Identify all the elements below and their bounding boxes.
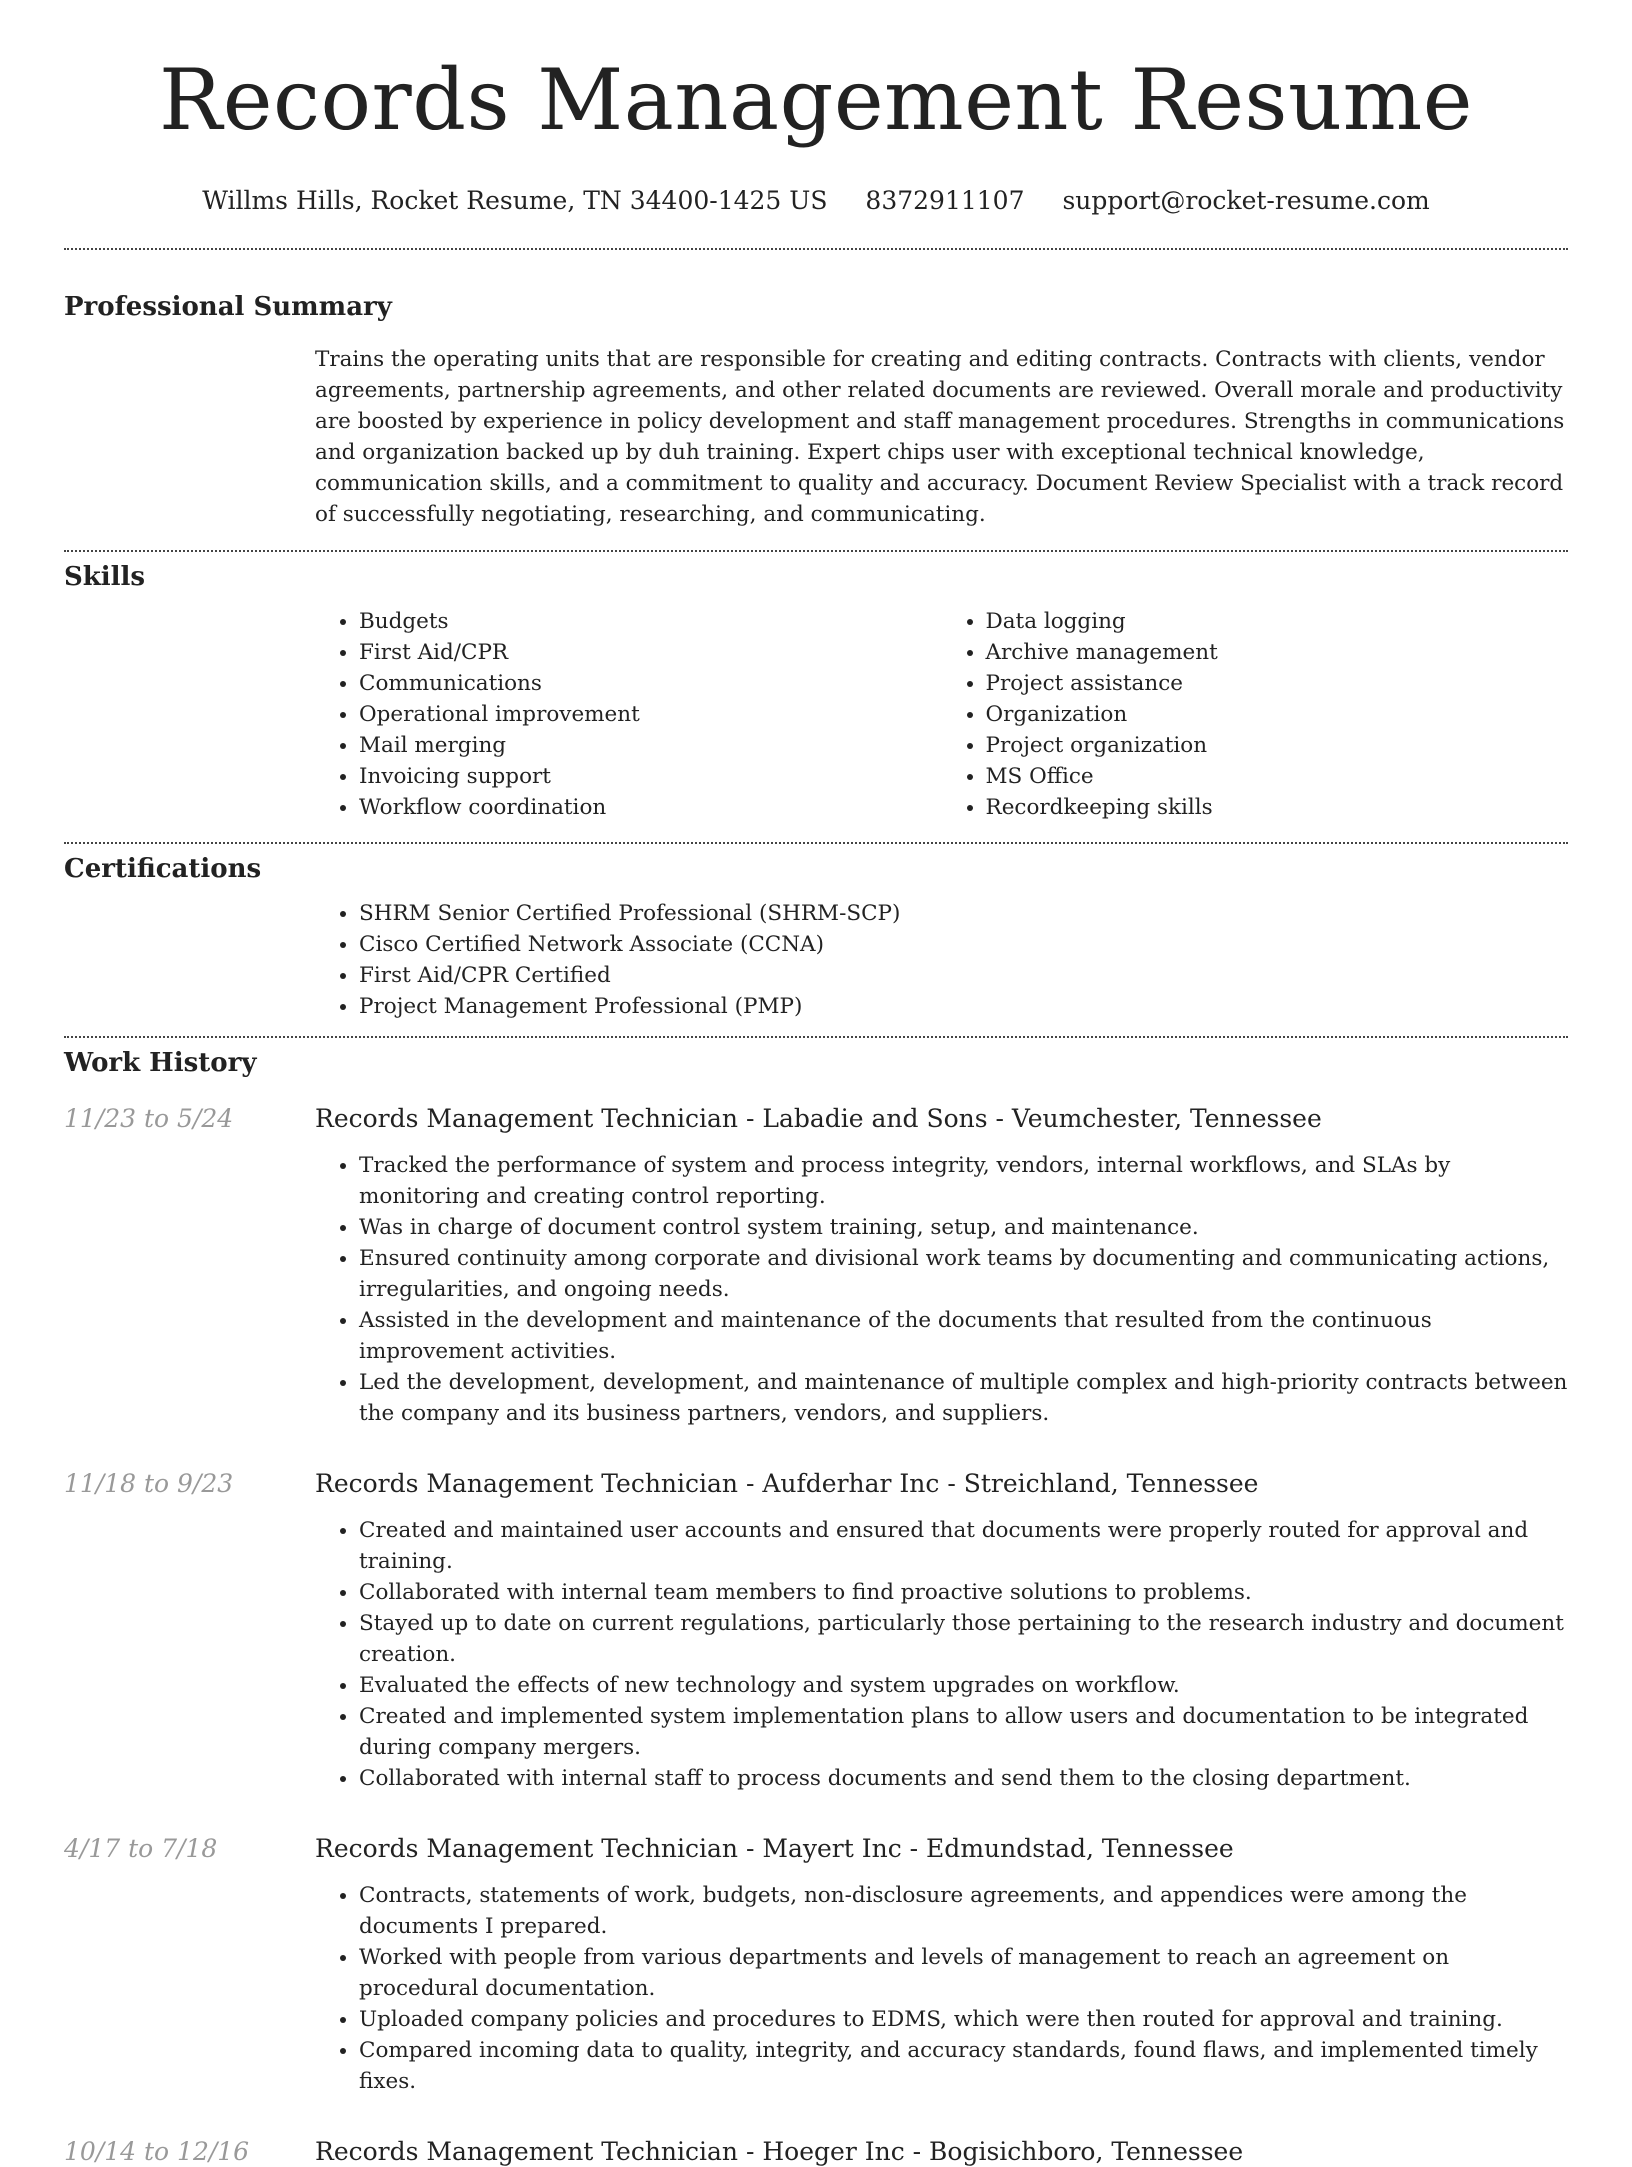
job-bullet: • Tracked the performance of system and process integrity, vendors, internal workflows, and SLAs by monitoring and creating control reporting. xyxy=(359,1150,1568,1212)
job-bullet: • Ensured continuity among corporate and divisional work teams by documenting and communicating actions, irregularities, and ongoing needs. xyxy=(359,1243,1568,1305)
job-bullet: • Evaluated the effects of new technology and system upgrades on workflow. xyxy=(359,1670,1568,1701)
job-bullets xyxy=(315,1880,1568,2097)
job-title: Records Management Technician - Hoeger Inc - Bogisichboro, Tennessee xyxy=(315,2137,1244,2166)
job-bullet: • Worked with people from various departments and levels of management to reach an agreement on procedural documentation. xyxy=(359,1942,1568,2004)
job-bullet: • Contracts, statements of work, budgets, non-disclosure agreements, and appendices were among the documents I prepared. xyxy=(359,1880,1568,1942)
skill-item: • Data logging xyxy=(986,606,1569,637)
job-dates: 10/14 to 12/16 xyxy=(64,2137,250,2166)
skill-item: • Invoicing support xyxy=(359,761,942,792)
summary-text: Trains the operating units that are responsible for creating and editing contracts. Contracts with clients, vendor agreements, partnership agreements, and other related documents are reviewed. Overall morale and productivity are boosted by experience in policy development and staff management procedures. Strengths in communications and organization backed up by duh training. Expert chips user with exceptional technical knowledge, communication skills, and a commitment to quality and accuracy. Document Review Specialist with a track record of successfully negotiating, researching, and communicating. xyxy=(315,347,1565,527)
job-bullet: • Compared incoming data to quality, integrity, and accuracy standards, found flaws, and implemented timely fixes. xyxy=(359,2035,1568,2097)
job-header xyxy=(64,2137,1568,2167)
skill-item: • Project organization xyxy=(986,730,1569,761)
skills-list-right xyxy=(942,606,1569,823)
email-link[interactable]: support@rocket-resume.com xyxy=(1062,186,1430,215)
job-bullet: • Uploaded company policies and procedures to EDMS, which were then routed for approval and training. xyxy=(359,2004,1568,2035)
skill-item: • Operational improvement xyxy=(359,699,942,730)
job-bullet: • Was in charge of document control system training, setup, and maintenance. xyxy=(359,1212,1568,1243)
job-header xyxy=(64,1104,1568,1134)
section-heading-certifications: Certifications xyxy=(64,854,262,884)
phone-text: 8372911107 xyxy=(865,186,1025,215)
resume-title: Records Management Resume xyxy=(158,51,1473,149)
certifications-section xyxy=(64,844,1568,1022)
section-heading-work-history: Work History xyxy=(64,1048,257,1078)
certification-item: • Project Management Professional (PMP) xyxy=(359,991,1568,1022)
section-heading-skills: Skills xyxy=(64,562,146,592)
job-title: Records Management Technician - Mayert Inc - Edmundstad, Tennessee xyxy=(315,1834,1234,1863)
job-bullets xyxy=(315,1515,1568,1794)
certifications-list xyxy=(315,898,1568,1022)
job-bullet: • Collaborated with internal team members to find proactive solutions to problems. xyxy=(359,1577,1568,1608)
work-history-section xyxy=(64,1038,1568,2167)
job-entry xyxy=(64,1469,1568,1794)
job-header xyxy=(64,1469,1568,1499)
certification-item: • Cisco Certified Network Associate (CCNA) xyxy=(359,929,1568,960)
job-entry xyxy=(64,2137,1568,2167)
contact-line xyxy=(64,186,1568,216)
jobs-list xyxy=(64,1104,1568,2167)
job-entry xyxy=(64,1104,1568,1429)
job-dates: 11/18 to 9/23 xyxy=(64,1469,234,1498)
skill-item: • First Aid/CPR xyxy=(359,637,942,668)
job-bullet: • Collaborated with internal staff to process documents and send them to the closing department. xyxy=(359,1763,1568,1794)
skill-item: • MS Office xyxy=(986,761,1569,792)
job-bullet: • Led the development, development, and maintenance of multiple complex and high-priority contracts between the company and its business partners, vendors, and suppliers. xyxy=(359,1367,1568,1429)
skill-item: • Communications xyxy=(359,668,942,699)
job-header xyxy=(64,1834,1568,1864)
skill-item: • Organization xyxy=(986,699,1569,730)
job-title: Records Management Technician - Aufderhar Inc - Streichland, Tennessee xyxy=(315,1469,1259,1498)
address-text: Willms Hills, Rocket Resume, TN 34400-1425 US xyxy=(202,186,828,215)
skill-item: • Mail merging xyxy=(359,730,942,761)
job-title: Records Management Technician - Labadie and Sons - Veumchester, Tennessee xyxy=(315,1104,1322,1133)
job-entry xyxy=(64,1834,1568,2097)
skill-item: • Workflow coordination xyxy=(359,792,942,823)
job-dates: 4/17 to 7/18 xyxy=(64,1834,218,1863)
section-heading-summary: Professional Summary xyxy=(64,292,392,322)
job-bullet: • Assisted in the development and maintenance of the documents that resulted from the continuous improvement activities. xyxy=(359,1305,1568,1367)
job-bullets xyxy=(315,1150,1568,1429)
job-dates: 11/23 to 5/24 xyxy=(64,1104,234,1133)
skill-item: • Archive management xyxy=(986,637,1569,668)
job-bullet: • Stayed up to date on current regulations, particularly those pertaining to the research industry and document creation. xyxy=(359,1608,1568,1670)
skills-section xyxy=(64,552,1568,823)
job-bullet: • Created and maintained user accounts and ensured that documents were properly routed for approval and training. xyxy=(359,1515,1568,1577)
skills-list-left xyxy=(315,606,942,823)
skill-item: • Recordkeeping skills xyxy=(986,792,1569,823)
skill-item: • Budgets xyxy=(359,606,942,637)
skill-item: • Project assistance xyxy=(986,668,1569,699)
certification-item: • First Aid/CPR Certified xyxy=(359,960,1568,991)
certification-item: • SHRM Senior Certified Professional (SHRM-SCP) xyxy=(359,898,1568,929)
job-bullet: • Created and implemented system implementation plans to allow users and documentation to be integrated during company mergers. xyxy=(359,1701,1568,1763)
summary-section xyxy=(64,250,1568,530)
